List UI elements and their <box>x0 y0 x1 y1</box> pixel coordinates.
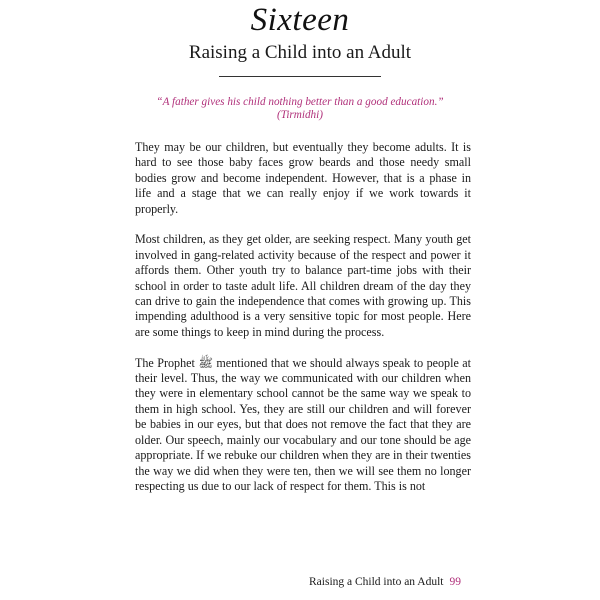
epigraph-quote: “A father gives his child nothing better than a good education.” <box>156 96 444 108</box>
page-number: 99 <box>449 576 461 588</box>
title-divider <box>219 76 381 77</box>
chapter-number-heading: Sixteen <box>250 2 350 38</box>
paragraph: The Prophet ﷺ mentioned that we should always speak to people at their level. Thus, the way we communicated with our children when they were in elementary school cannot be the same way we speak to them in high school. Yes, they are still our children and will forever be babies in our eyes, but that does not remove the fact that they are older. Our speech, mainly our vocabulary and our tone should be age appropriate. If we rebuke our children when they are in their twenties the way we did when they were ten, then we will see them no longer respecting us due to our lack of respect for them. This is not <box>135 355 471 493</box>
epigraph-source: (Tirmidhi) <box>276 109 323 121</box>
paragraph: Most children, as they get older, are seeking respect. Many youth get involved in gang-related activity because of the respect and power it affords them. Other youth try to balance part-time jobs with their school in order to taste adult life. All children dream of the day they can drive to gain the independence that comes with growing up. This impending adulthood is a very sensitive topic for most people. Here are some things to keep in mind during the process. <box>135 232 471 339</box>
page-footer <box>309 575 461 589</box>
epigraph <box>120 96 480 122</box>
chapter-title: Raising a Child into an Adult <box>188 42 412 63</box>
body-text <box>135 140 471 494</box>
paragraph: They may be our children, but eventually they become adults. It is hard to see those baby faces grow beards and those needy small bodies grow and become independent. However, that is a phase in life and a stage that we can really enjoy if we work towards it properly. <box>135 140 471 216</box>
running-title: Raising a Child into an Adult <box>309 576 444 588</box>
